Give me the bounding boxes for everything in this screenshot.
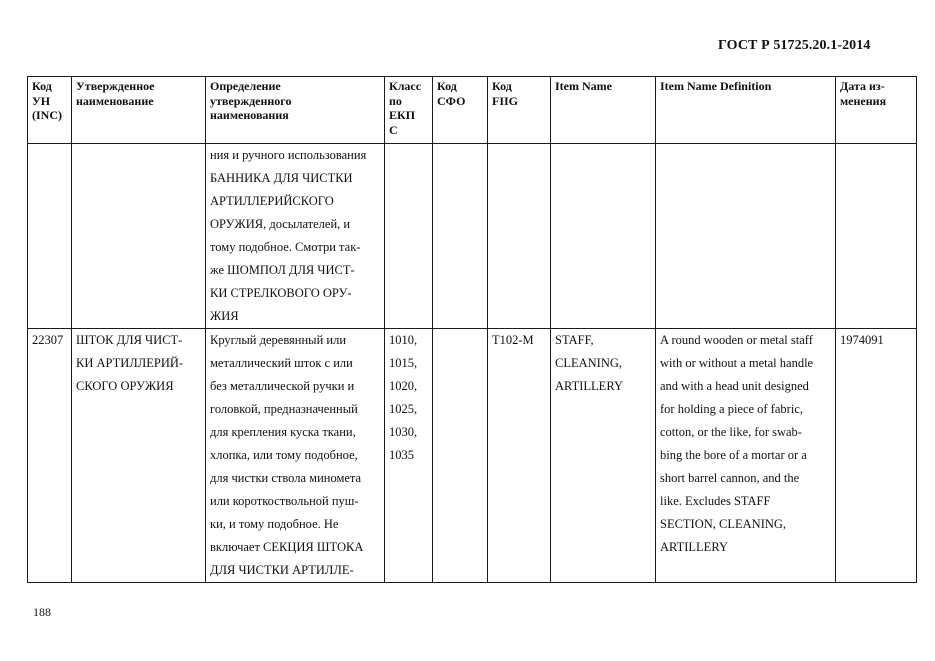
cell-item-name-definition [656, 144, 836, 329]
cell-definition: Круглый деревянный или металлический шток с или без металлической ручки и головкой, предназначенный для крепления куска ткани, хлопка, или тому подобное, для чистки ствола миномета или короткоствольной пуш- ки, и тому подобное. Не включает СЕКЦИЯ ШТОКА ДЛЯ ЧИСТКИ АРТИЛЛЕ- [206, 329, 385, 583]
header-item-name-definition: Item Name Definition [656, 77, 836, 144]
cell-fiig-code [488, 144, 551, 329]
cell-ekps-class: 1010, 1015, 1020, 1025, 1030, 1035 [385, 329, 433, 583]
table-row-continuation [28, 144, 917, 329]
cell-sfo-code [433, 144, 488, 329]
header-item-name: Item Name [551, 77, 656, 144]
cell-approved-name: ШТОК ДЛЯ ЧИСТ- КИ АРТИЛЛЕРИЙ- СКОГО ОРУЖИЯ [72, 329, 206, 583]
header-change-date: Дата из- менения [836, 77, 917, 144]
header-ekps-class: Класс по ЕКП С [385, 77, 433, 144]
cell-approved-name [72, 144, 206, 329]
cell-inc [28, 144, 72, 329]
cell-ekps-class [385, 144, 433, 329]
document-standard-header: ГОСТ Р 51725.20.1-2014 [718, 38, 871, 53]
table-header-row [28, 77, 917, 144]
table-row-record [28, 329, 917, 583]
cell-fiig-code: T102-M [488, 329, 551, 583]
header-approved-name: Утвержденное наименование [72, 77, 206, 144]
cell-inc: 22307 [28, 329, 72, 583]
cell-item-name-definition: A round wooden or metal staff with or without a metal handle and with a head unit designed for holding a piece of fabric, cotton, or the like, for swab- bing the bore of a mortar or a short barrel cannon, and the like. Excludes STAFF SECTION, CLEANING, ARTILLERY [656, 329, 836, 583]
header-definition: Определение утвержденного наименования [206, 77, 385, 144]
header-sfo-code: Код СФО [433, 77, 488, 144]
cell-item-name [551, 144, 656, 329]
cell-change-date: 1974091 [836, 329, 917, 583]
cell-change-date [836, 144, 917, 329]
classifier-table [27, 76, 917, 583]
header-inc: Код УН (INC) [28, 77, 72, 144]
cell-sfo-code [433, 329, 488, 583]
cell-item-name: STAFF, CLEANING, ARTILLERY [551, 329, 656, 583]
cell-definition: ния и ручного использования БАННИКА ДЛЯ ЧИСТКИ АРТИЛЛЕРИЙСКОГО ОРУЖИЯ, досылателей, и тому подобное. Смотри так- же ШОМПОЛ ДЛЯ ЧИСТ- КИ СТРЕЛКОВОГО ОРУ- ЖИЯ [206, 144, 385, 329]
header-fiig-code: Код FIIG [488, 77, 551, 144]
page-number: 188 [33, 605, 51, 619]
